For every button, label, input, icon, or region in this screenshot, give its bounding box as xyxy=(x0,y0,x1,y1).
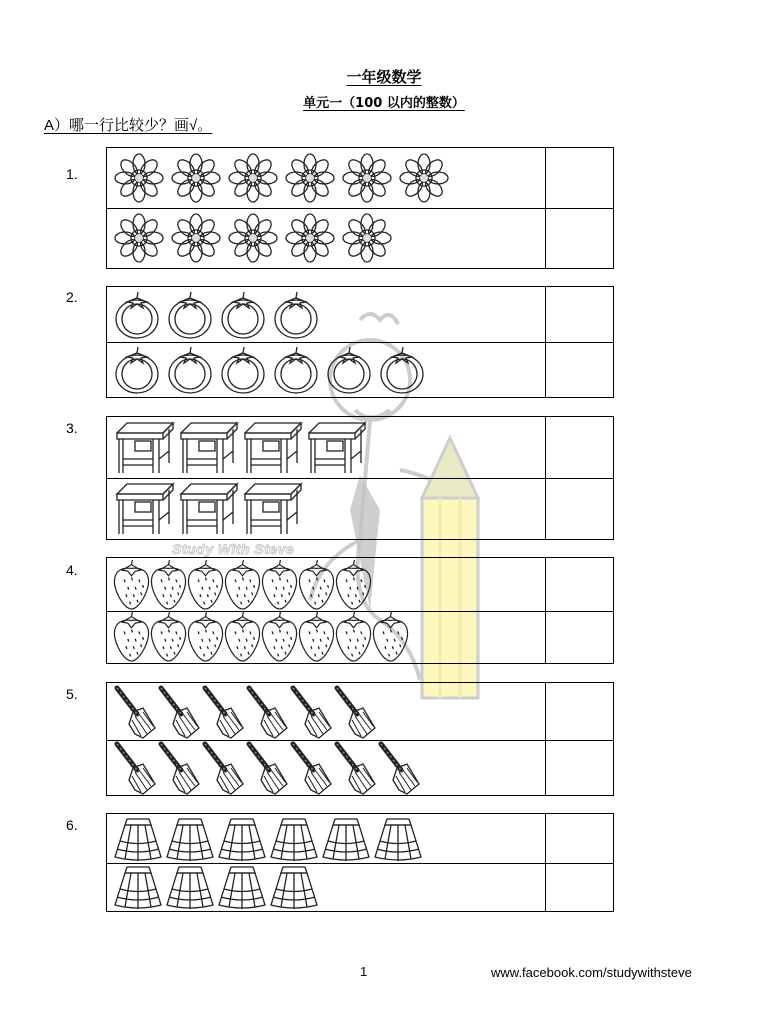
tomato-icon xyxy=(272,345,320,395)
question-5-top-row xyxy=(107,683,613,741)
question-2-box xyxy=(106,286,614,398)
worksheet-title: 一年级数学 xyxy=(346,68,422,86)
strawberry-icon xyxy=(150,609,187,665)
question-number: 3. xyxy=(66,420,78,436)
strawberry-icon xyxy=(187,609,224,665)
strawberry-icon xyxy=(335,609,372,665)
item-row xyxy=(113,814,423,863)
skirt-icon xyxy=(113,863,163,911)
question-2-bottom-row xyxy=(107,342,613,397)
question-3-top-row xyxy=(107,417,613,479)
question-6-bottom-row xyxy=(107,863,613,911)
broom-icon xyxy=(333,740,377,796)
flower-icon xyxy=(113,153,165,203)
answer-cell[interactable] xyxy=(545,342,613,397)
answer-cell[interactable] xyxy=(545,148,613,208)
skirt-icon xyxy=(113,815,163,863)
item-row xyxy=(113,287,320,342)
tomato-icon xyxy=(113,345,161,395)
item-row xyxy=(113,683,377,740)
skirt-icon xyxy=(165,863,215,911)
question-6-box xyxy=(106,813,614,912)
flower-icon xyxy=(170,213,222,263)
item-row xyxy=(113,342,426,397)
item-row xyxy=(113,558,372,611)
footer-url: www.facebook.com/studywithsteve xyxy=(491,965,692,980)
flower-icon xyxy=(170,153,222,203)
broom-icon xyxy=(289,740,333,796)
worksheet-subtitle: 单元一（100 以内的整数） xyxy=(303,96,465,111)
item-row xyxy=(113,148,450,208)
skirt-icon xyxy=(269,815,319,863)
desk-icon xyxy=(177,419,239,477)
tomato-icon xyxy=(113,290,161,340)
skirt-icon xyxy=(373,815,423,863)
broom-icon xyxy=(201,684,245,740)
question-1-bottom-row xyxy=(107,208,613,268)
desk-icon xyxy=(177,480,239,538)
strawberry-icon xyxy=(113,557,150,613)
item-row xyxy=(113,208,393,268)
flower-icon xyxy=(398,153,450,203)
item-row xyxy=(113,417,367,478)
question-number: 1. xyxy=(66,166,78,182)
question-4-bottom-row xyxy=(107,611,613,663)
skirt-icon xyxy=(321,815,371,863)
flower-icon xyxy=(227,213,279,263)
desk-icon xyxy=(305,419,367,477)
strawberry-icon xyxy=(187,557,224,613)
desk-icon xyxy=(113,480,175,538)
answer-cell[interactable] xyxy=(545,814,613,863)
strawberry-icon xyxy=(335,557,372,613)
strawberry-icon xyxy=(298,609,335,665)
flower-icon xyxy=(341,213,393,263)
answer-cell[interactable] xyxy=(545,863,613,911)
broom-icon xyxy=(157,684,201,740)
question-2-top-row xyxy=(107,287,613,343)
question-number: 2. xyxy=(66,289,78,305)
broom-icon xyxy=(245,740,289,796)
desk-icon xyxy=(241,419,303,477)
broom-icon xyxy=(201,740,245,796)
question-5-box xyxy=(106,682,614,796)
answer-cell[interactable] xyxy=(545,683,613,740)
answer-cell[interactable] xyxy=(545,740,613,795)
item-row xyxy=(113,478,303,539)
question-number: 6. xyxy=(66,817,78,833)
page-number: 1 xyxy=(360,964,368,979)
question-1-top-row xyxy=(107,148,613,209)
strawberry-icon xyxy=(372,609,409,665)
skirt-icon xyxy=(269,863,319,911)
answer-cell[interactable] xyxy=(545,417,613,478)
question-4-box xyxy=(106,557,614,664)
skirt-icon xyxy=(217,863,267,911)
question-3-box xyxy=(106,416,614,540)
desk-icon xyxy=(113,419,175,477)
question-3-bottom-row xyxy=(107,478,613,539)
broom-icon xyxy=(245,684,289,740)
tomato-icon xyxy=(325,345,373,395)
question-1-box xyxy=(106,147,614,269)
item-row xyxy=(113,611,409,663)
watermark-text: Study With Steve xyxy=(172,541,295,557)
tomato-icon xyxy=(378,345,426,395)
flower-icon xyxy=(113,213,165,263)
flower-icon xyxy=(341,153,393,203)
strawberry-icon xyxy=(298,557,335,613)
tomato-icon xyxy=(166,345,214,395)
skirt-icon xyxy=(217,815,267,863)
tomato-icon xyxy=(272,290,320,340)
instruction-text: A）哪一行比较少？画√。 xyxy=(44,117,213,134)
broom-icon xyxy=(113,740,157,796)
strawberry-icon xyxy=(261,609,298,665)
broom-icon xyxy=(333,684,377,740)
answer-cell[interactable] xyxy=(545,558,613,611)
strawberry-icon xyxy=(261,557,298,613)
question-number: 5. xyxy=(66,686,78,702)
broom-icon xyxy=(377,740,421,796)
tomato-icon xyxy=(166,290,214,340)
strawberry-icon xyxy=(113,609,150,665)
answer-cell[interactable] xyxy=(545,478,613,539)
tomato-icon xyxy=(219,290,267,340)
strawberry-icon xyxy=(224,557,261,613)
flower-icon xyxy=(284,153,336,203)
question-4-top-row xyxy=(107,558,613,612)
answer-cell[interactable] xyxy=(545,208,613,268)
desk-icon xyxy=(241,480,303,538)
strawberry-icon xyxy=(224,609,261,665)
broom-icon xyxy=(289,684,333,740)
flower-icon xyxy=(227,153,279,203)
broom-icon xyxy=(113,684,157,740)
item-row xyxy=(113,740,421,795)
flower-icon xyxy=(284,213,336,263)
item-row xyxy=(113,863,319,911)
broom-icon xyxy=(157,740,201,796)
answer-cell[interactable] xyxy=(545,611,613,663)
question-6-top-row xyxy=(107,814,613,864)
strawberry-icon xyxy=(150,557,187,613)
question-number: 4. xyxy=(66,562,78,578)
skirt-icon xyxy=(165,815,215,863)
answer-cell[interactable] xyxy=(545,287,613,342)
tomato-icon xyxy=(219,345,267,395)
question-5-bottom-row xyxy=(107,740,613,795)
